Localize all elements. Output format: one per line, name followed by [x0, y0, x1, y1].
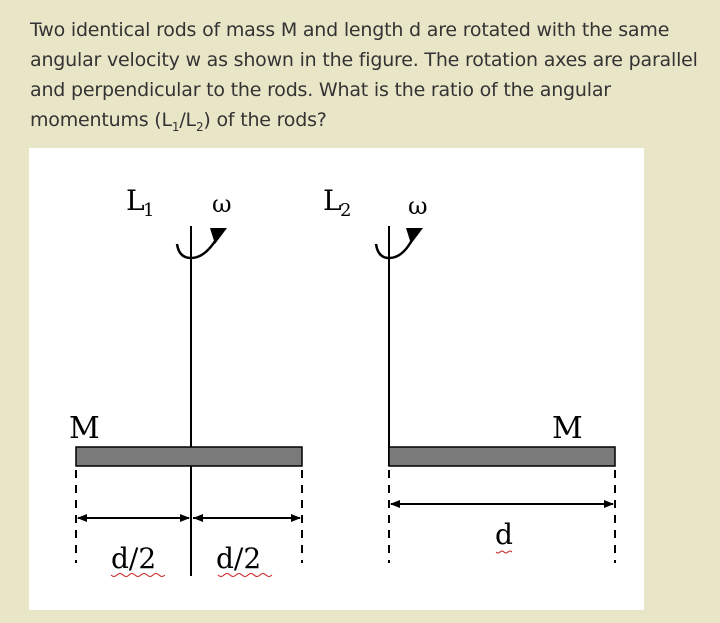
left-rod: [76, 447, 302, 466]
left-rotation-arrowhead: [210, 228, 227, 244]
left-omega-label: ω: [212, 190, 232, 218]
left-L-subscript: 1: [143, 200, 155, 221]
right-L-subscript: 2: [340, 200, 352, 221]
left-half-label-1: d/2: [111, 542, 157, 575]
question-line-1: Two identical rods of mass M and length d are rotated with the same: [30, 19, 670, 41]
right-length-label: d: [495, 518, 513, 551]
left-rotation-arrow: [177, 238, 217, 258]
right-system: [323, 184, 615, 563]
right-omega-label: ω: [408, 192, 428, 220]
question-line-4b: /L: [179, 109, 196, 131]
question-sub-1: 1: [171, 119, 180, 134]
question-sub-2: 2: [195, 119, 204, 134]
right-mass-label: M: [552, 411, 583, 446]
right-rod: [389, 447, 615, 466]
right-rotation-arrowhead: [406, 228, 423, 244]
question-line-4a: momentums (L: [30, 109, 172, 131]
right-L-label: L: [323, 184, 342, 217]
left-mass-label: M: [69, 411, 100, 446]
left-system: [69, 184, 302, 577]
question-line-2: angular velocity w as shown in the figure. The rotation axes are parallel: [30, 49, 698, 71]
right-rotation-arrow: [376, 238, 413, 258]
left-L-label: L: [126, 184, 145, 217]
question-text: [30, 15, 700, 135]
left-half-label-2: d/2: [216, 542, 262, 575]
question-line-3: and perpendicular to the rods. What is the ratio of the angular: [30, 79, 611, 101]
question-line-4c: ) of the rods?: [203, 109, 327, 131]
rods-diagram: [29, 148, 644, 610]
physics-figure: [29, 148, 644, 610]
right-length-squiggle: [496, 551, 512, 553]
